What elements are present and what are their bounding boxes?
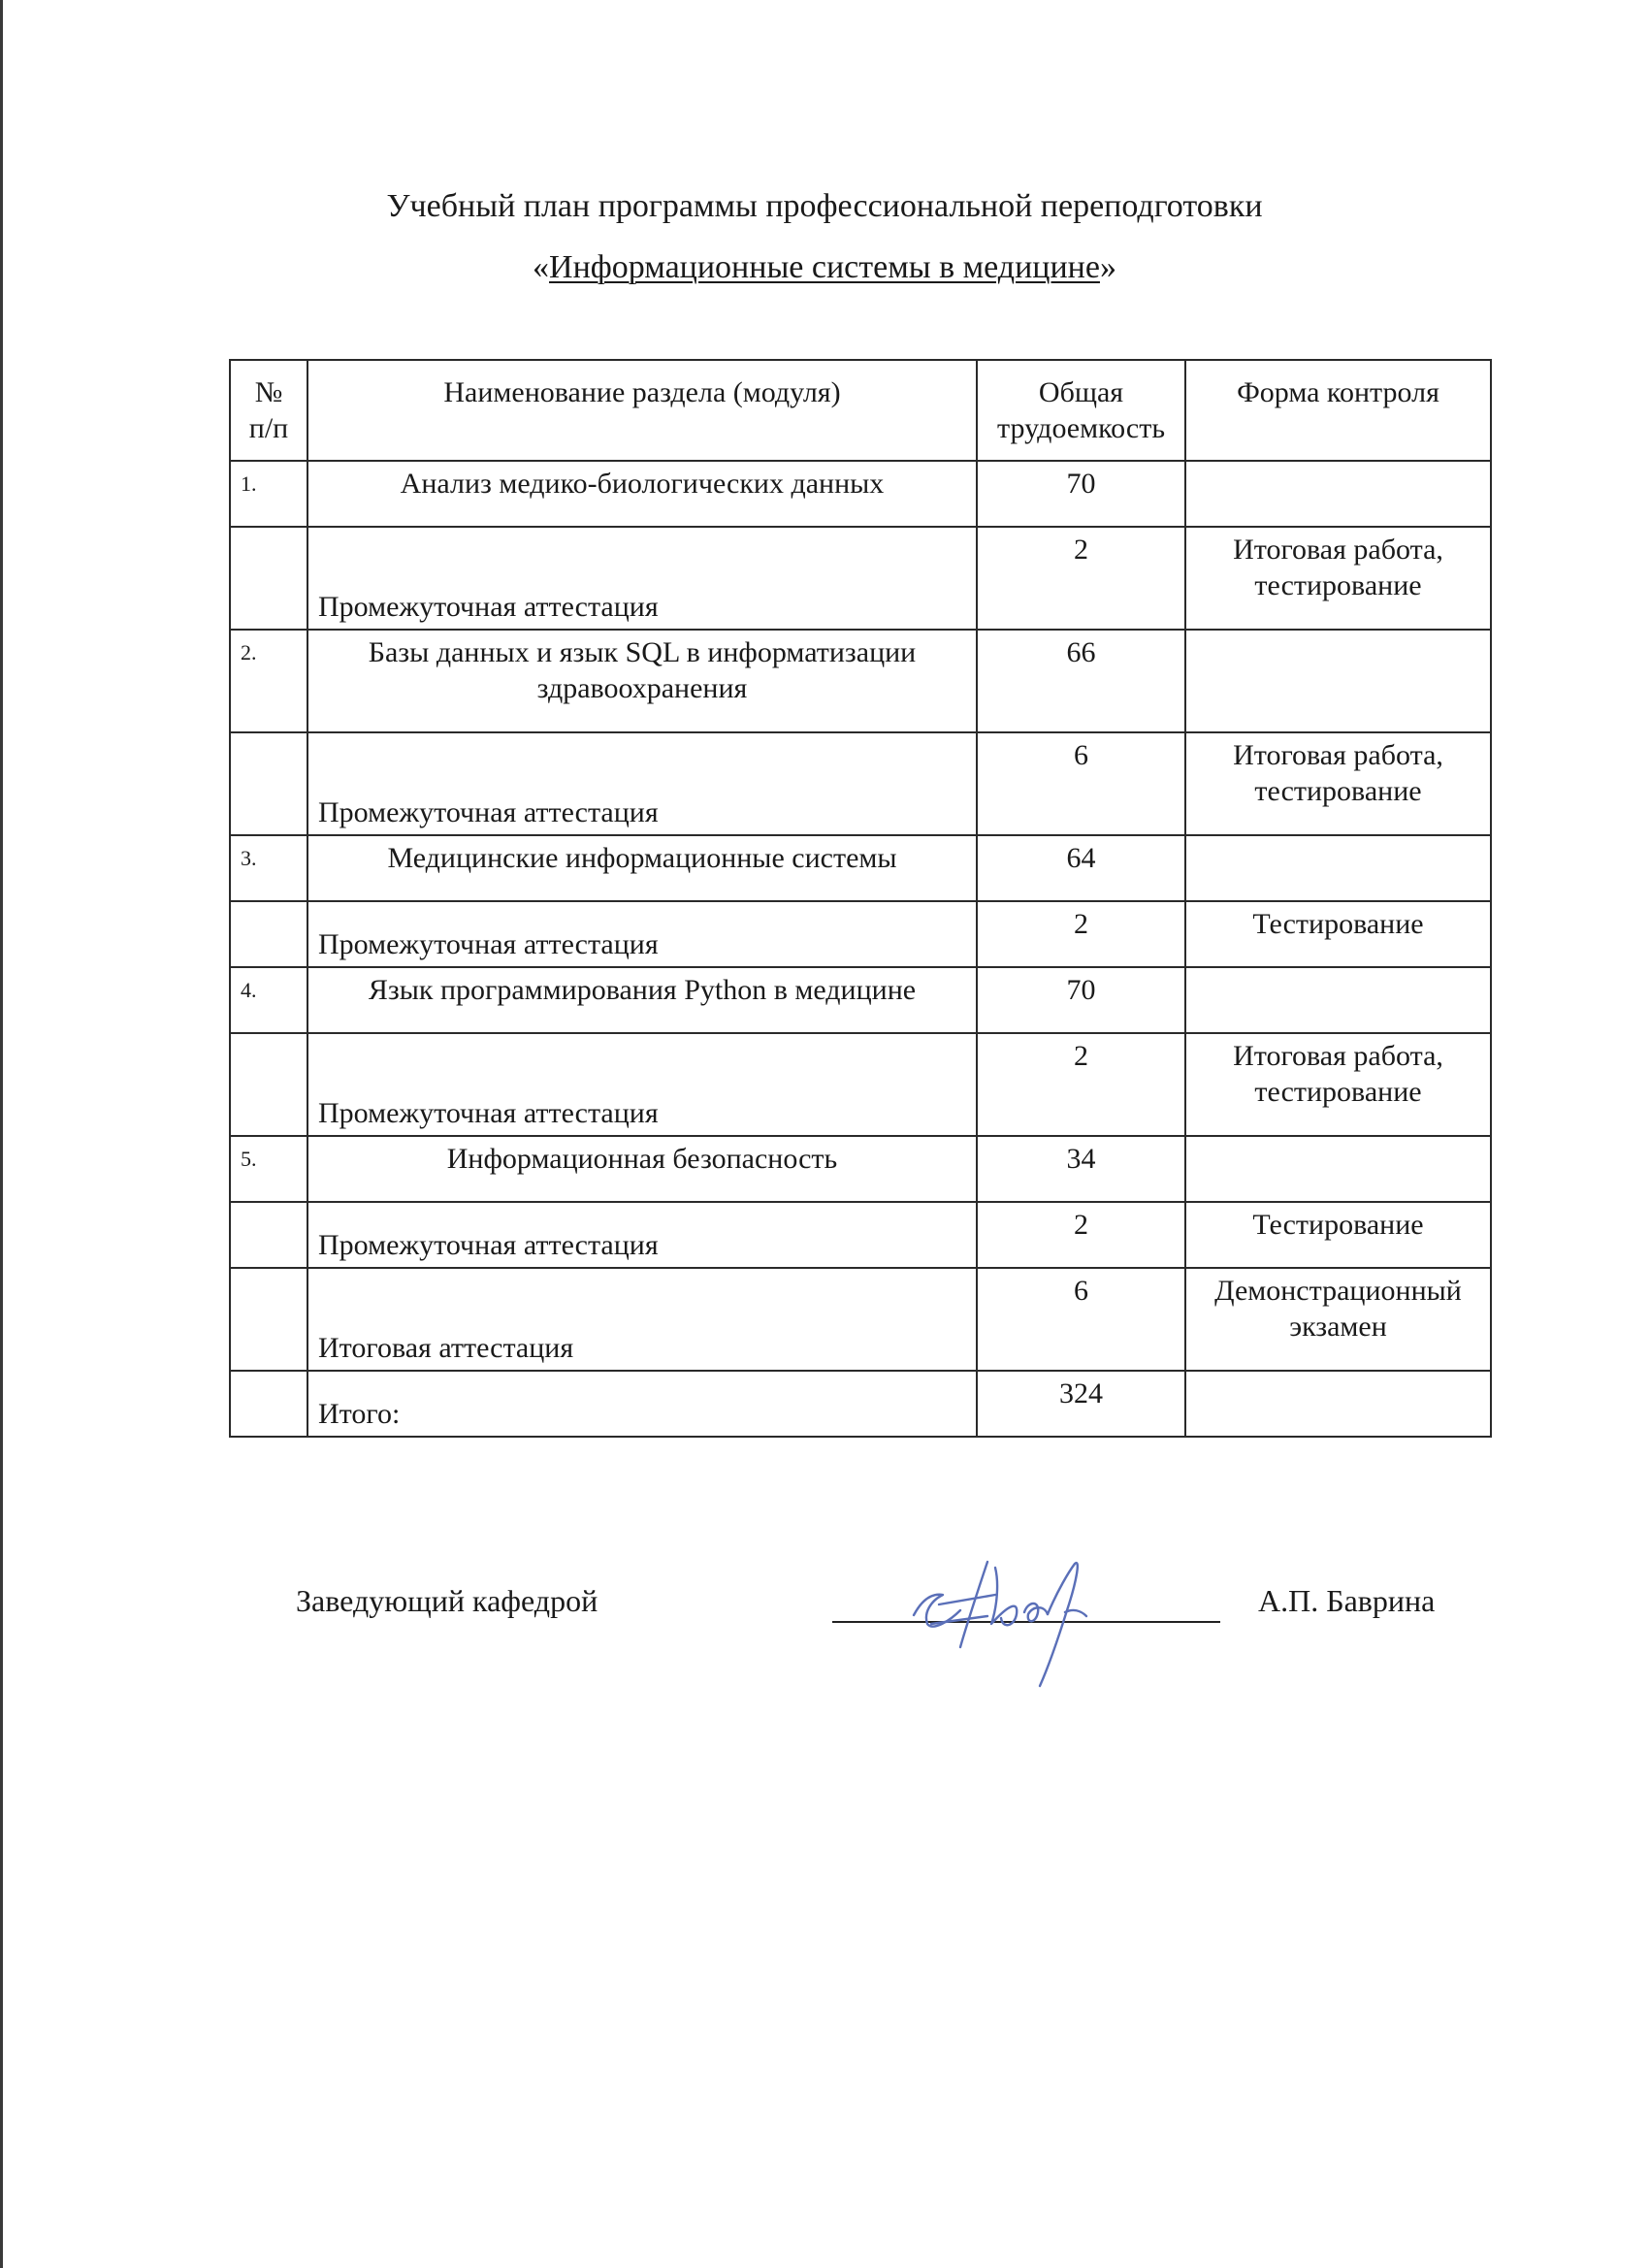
header-form: Форма контроля — [1185, 360, 1491, 461]
row-form — [1185, 461, 1491, 527]
row-num — [230, 1268, 307, 1371]
row-form: Итоговая работа, тестирование — [1185, 527, 1491, 630]
header-hours: Общая трудоемкость — [977, 360, 1185, 461]
row-hours: 66 — [977, 630, 1185, 732]
row-hours: 324 — [977, 1371, 1185, 1437]
row-num: 2. — [230, 630, 307, 732]
table-row — [230, 835, 1491, 901]
table-row — [230, 1136, 1491, 1202]
table-row — [230, 967, 1491, 1033]
row-form — [1185, 630, 1491, 732]
row-form — [1185, 967, 1491, 1033]
header-name: Наименование раздела (модуля) — [307, 360, 977, 461]
row-num: 4. — [230, 967, 307, 1033]
row-hours: 34 — [977, 1136, 1185, 1202]
row-num — [230, 1371, 307, 1437]
row-num — [230, 1033, 307, 1136]
row-name: Промежуточная аттестация — [307, 732, 977, 835]
row-form — [1185, 835, 1491, 901]
row-hours: 2 — [977, 1202, 1185, 1268]
row-form: Итоговая работа, тестирование — [1185, 732, 1491, 835]
row-hours: 64 — [977, 835, 1185, 901]
program-name-text: Информационные системы в медицине — [549, 249, 1100, 285]
row-num: 5. — [230, 1136, 307, 1202]
row-name: Промежуточная аттестация — [307, 901, 977, 967]
row-form — [1185, 1371, 1491, 1437]
row-hours: 2 — [977, 1033, 1185, 1136]
row-name: Базы данных и язык SQL в информатизации здравоохранения — [307, 630, 977, 732]
quote-close: » — [1099, 249, 1116, 285]
table-row-total — [230, 1371, 1491, 1437]
signatory-position: Заведующий кафедрой — [296, 1583, 598, 1618]
header-num: № п/п — [230, 360, 307, 461]
row-name: Промежуточная аттестация — [307, 1033, 977, 1136]
row-name: Итоговая аттестация — [307, 1268, 977, 1371]
table-row — [230, 901, 1491, 967]
row-num — [230, 732, 307, 835]
row-hours: 70 — [977, 967, 1185, 1033]
row-name: Промежуточная аттестация — [307, 1202, 977, 1268]
row-num: 1. — [230, 461, 307, 527]
row-name: Итого: — [307, 1371, 977, 1437]
row-form: Тестирование — [1185, 901, 1491, 967]
quote-open: « — [533, 249, 550, 285]
table-row — [230, 1202, 1491, 1268]
row-hours: 2 — [977, 901, 1185, 967]
row-num — [230, 901, 307, 967]
row-form — [1185, 1136, 1491, 1202]
row-num — [230, 1202, 307, 1268]
table-row — [230, 1033, 1491, 1136]
table-row — [230, 630, 1491, 732]
row-name: Медицинские информационные системы — [307, 835, 977, 901]
row-form: Демонстрационный экзамен — [1185, 1268, 1491, 1371]
row-hours: 70 — [977, 461, 1185, 527]
table-row — [230, 1268, 1491, 1371]
program-name — [0, 248, 1649, 287]
table-header-row — [230, 360, 1491, 461]
row-form: Тестирование — [1185, 1202, 1491, 1268]
row-num: 3. — [230, 835, 307, 901]
row-name: Промежуточная аттестация — [307, 527, 977, 630]
table-row — [230, 461, 1491, 527]
document-title: Учебный план программы профессиональной переподготовки — [386, 188, 1263, 224]
scan-edge — [0, 0, 3, 2268]
row-hours: 6 — [977, 732, 1185, 835]
row-name: Язык программирования Python в медицине — [307, 967, 977, 1033]
curriculum-table — [229, 359, 1492, 1438]
signatory-name: А.П. Баврина — [1258, 1583, 1436, 1618]
table-row — [230, 527, 1491, 630]
row-num — [230, 527, 307, 630]
table-row — [230, 732, 1491, 835]
row-hours: 2 — [977, 527, 1185, 630]
row-name: Анализ медико-биологических данных — [307, 461, 977, 527]
row-name: Информационная безопасность — [307, 1136, 977, 1202]
row-hours: 6 — [977, 1268, 1185, 1371]
row-form: Итоговая работа, тестирование — [1185, 1033, 1491, 1136]
handwritten-signature — [902, 1523, 1116, 1688]
